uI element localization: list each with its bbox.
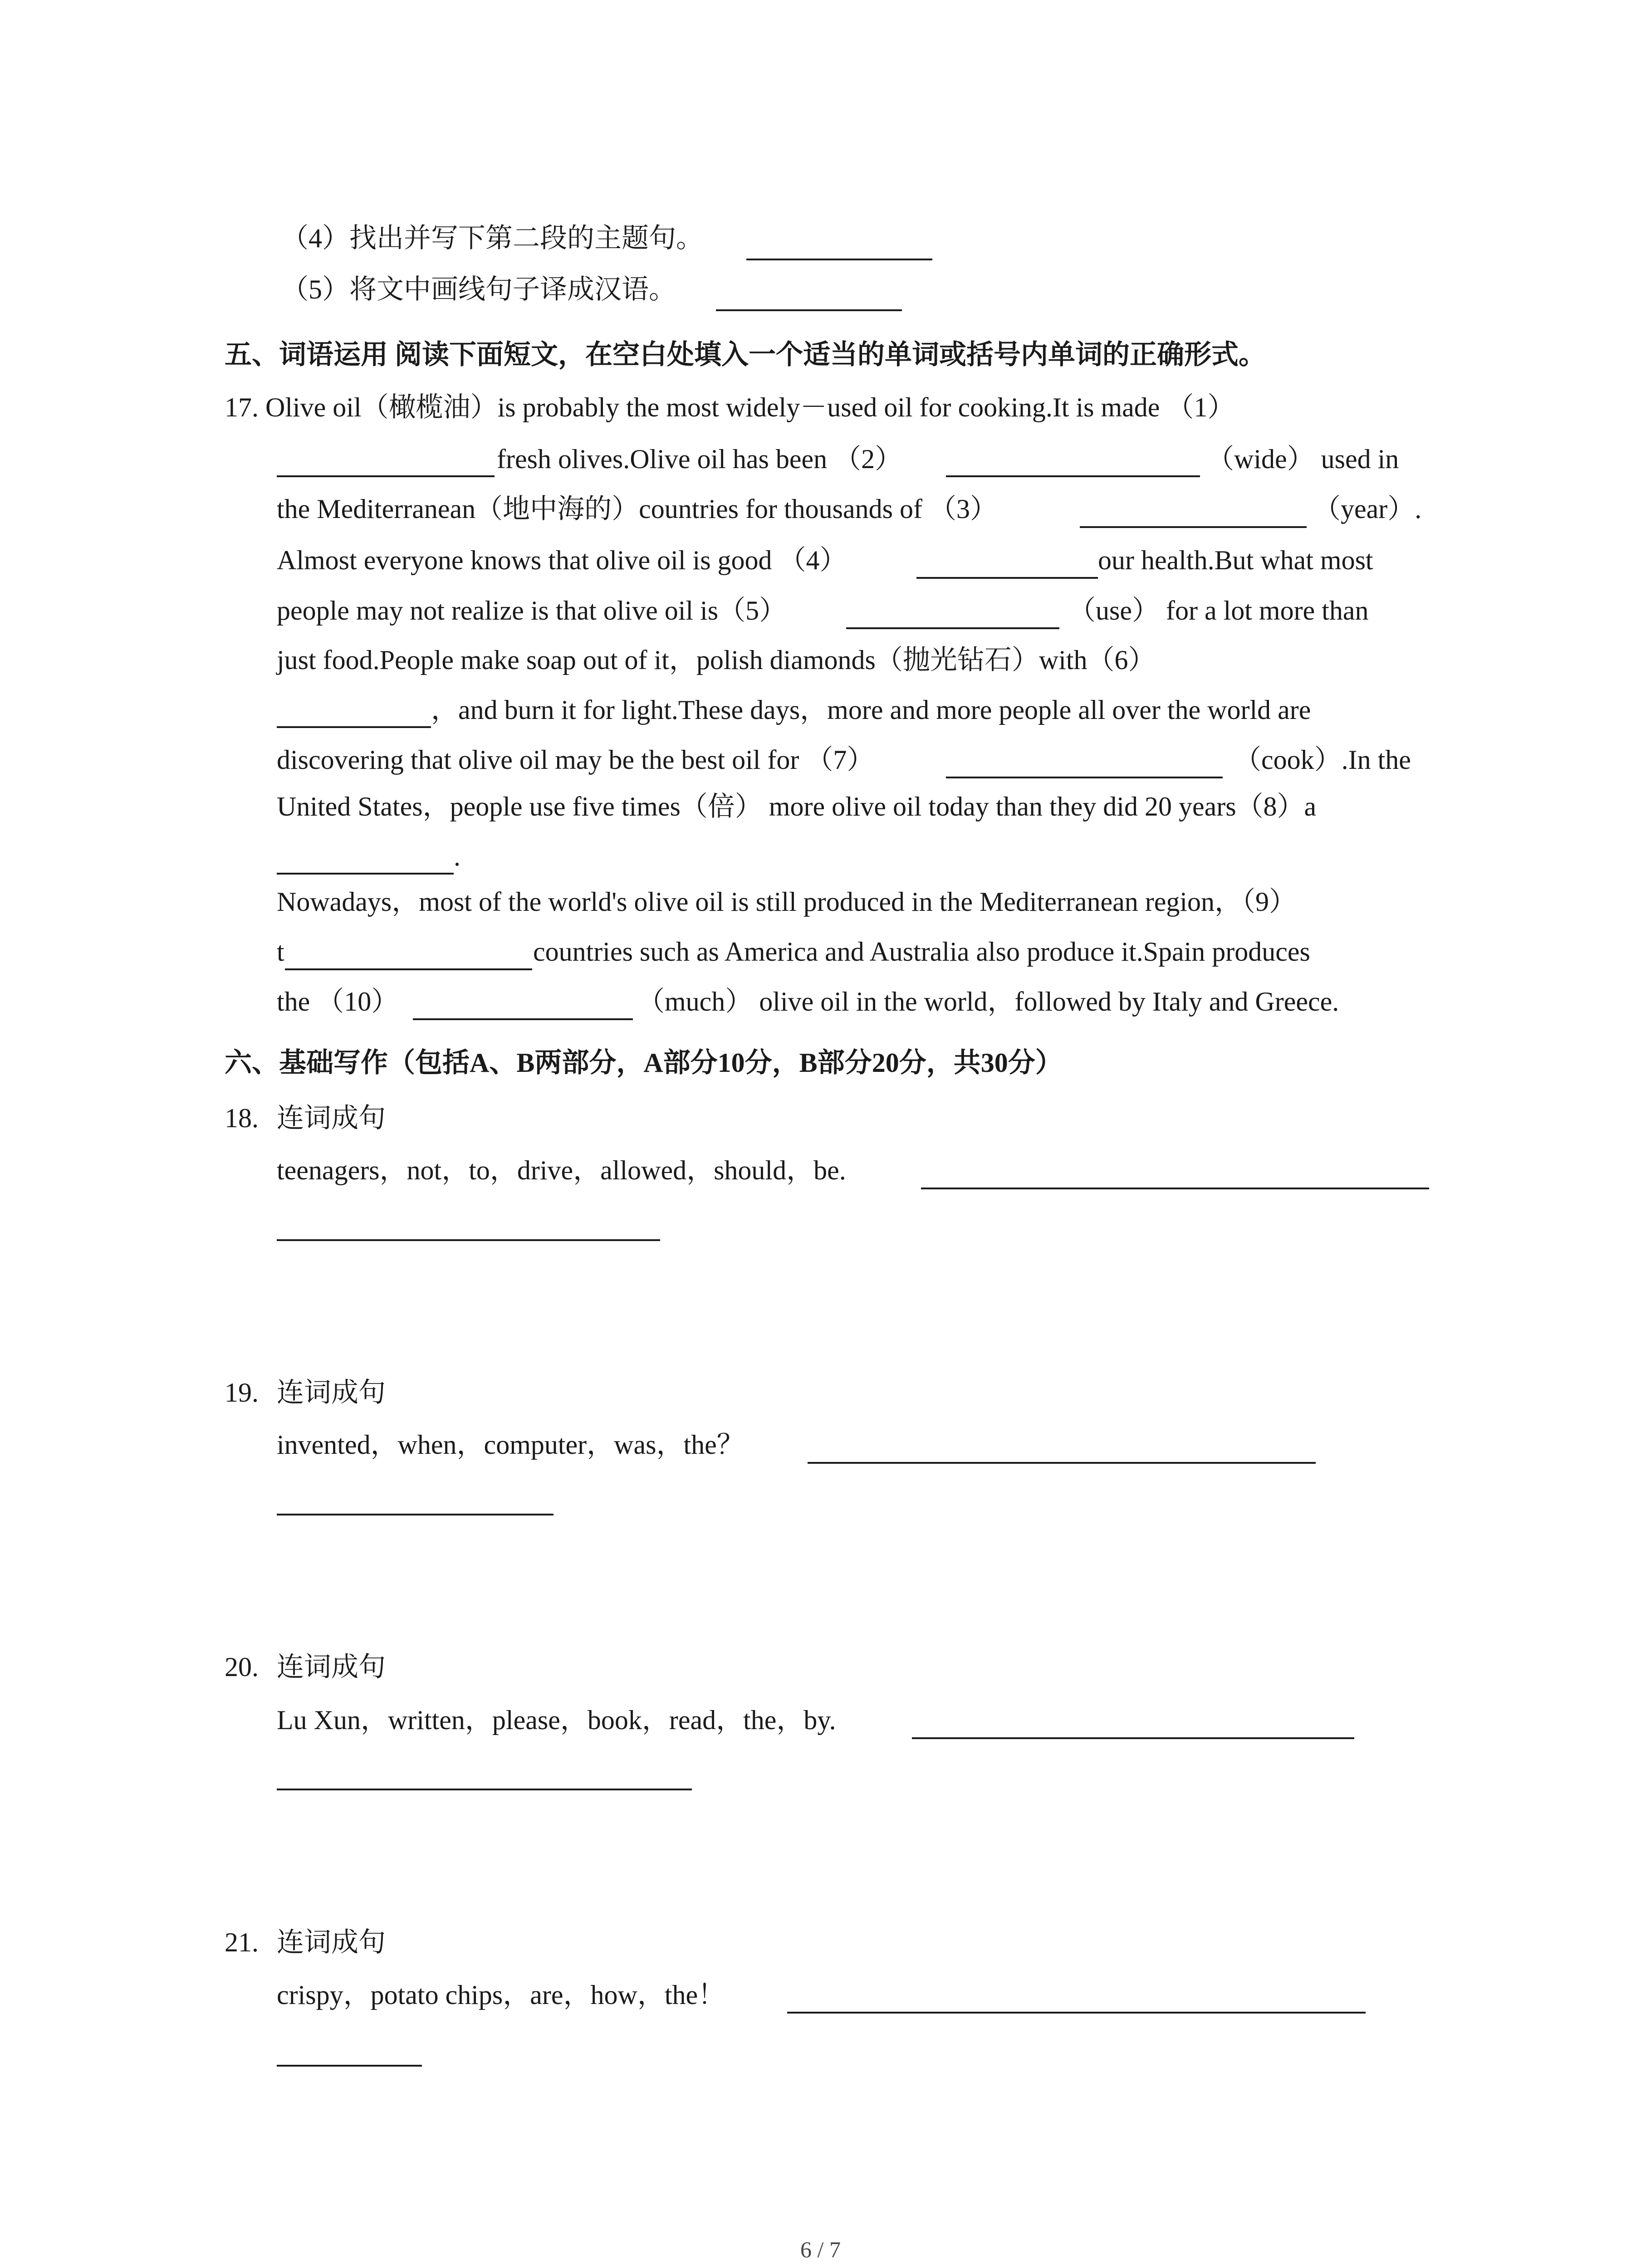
q17-text: people may not realize is that olive oil is（5） [277, 596, 787, 626]
answer-blank-q17-10[interactable] [413, 1018, 633, 1020]
answer-line[interactable] [912, 1737, 1354, 1739]
q17-text: （much） olive oil in the world，followed by Italy and Greece. [637, 987, 1339, 1017]
answer-line[interactable] [277, 2065, 422, 2067]
page-number: 6 / 7 [800, 2237, 841, 2262]
answer-blank-q17-7[interactable] [946, 777, 1223, 778]
q17-text: countries such as America and Australia also produce it.Spain produces [533, 937, 1310, 967]
q17-text: . [454, 841, 460, 871]
q17-text: fresh olives.Olive oil has been （2） [497, 444, 902, 474]
scrambled-words: teenagers，not，to，drive，allowed，should，be. [277, 1155, 846, 1185]
question-title: 连词成句 [277, 1378, 386, 1408]
q16-sub4: （4）找出并写下第二段的主题句。 [281, 223, 703, 253]
question-number: 20. [225, 1652, 259, 1682]
section6-heading: 六、基础写作（包括A、B两部分，A部分10分，B部分20分，共30分） [225, 1048, 1063, 1078]
answer-line[interactable] [277, 1514, 554, 1515]
answer-line[interactable] [808, 1462, 1316, 1464]
answer-line[interactable] [277, 1789, 692, 1790]
q17-text: just food.People make soap out of it，polish diamonds（抛光钻石）with（6） [277, 645, 1156, 675]
q17-text: the Mediterranean（地中海的）countries for thousands of （3） [277, 494, 997, 524]
answer-blank-q17-4[interactable] [916, 577, 1098, 579]
answer-blank-q17-1[interactable] [277, 475, 495, 477]
q17-text: （cook）.In the [1234, 745, 1411, 775]
question-number: 18. [225, 1103, 259, 1133]
q17-line: 17. Olive oil（橄榄油）is probably the most widely－used oil for cooking.It is made （1） [225, 392, 1235, 422]
answer-blank-q17-8[interactable] [277, 873, 454, 875]
q17-text: our health.But what most [1098, 545, 1373, 575]
answer-blank-q17-2[interactable] [946, 475, 1200, 477]
answer-line[interactable] [277, 1239, 660, 1241]
q17-text: （use） for a lot more than [1068, 596, 1369, 626]
answer-blank-q17-9[interactable] [285, 968, 532, 970]
answer-blank-q17-6[interactable] [277, 726, 431, 728]
scrambled-words: Lu Xun，written，please，book，read，the，by. [277, 1705, 836, 1735]
section5-heading: 五、词语运用 阅读下面短文，在空白处填入一个适当的单词或括号内单词的正确形式。 [225, 340, 1266, 370]
answer-blank-q16-4[interactable] [746, 259, 932, 260]
question-title: 连词成句 [277, 1103, 386, 1133]
q17-text: ，and burn it for light.These days，more and more people all over the world are [431, 695, 1311, 725]
question-number: 21. [225, 1927, 259, 1957]
q17-text: discovering that olive oil may be the best oil for （7） [277, 745, 874, 775]
question-title: 连词成句 [277, 1652, 386, 1682]
q17-text: t [277, 937, 284, 967]
q17-text: （wide） used in [1207, 444, 1399, 474]
q16-sub5: （5）将文中画线句子译成汉语。 [281, 274, 676, 304]
q17-text: （year）. [1313, 494, 1422, 524]
answer-line[interactable] [787, 2012, 1366, 2014]
answer-blank-q17-3[interactable] [1080, 526, 1307, 528]
q17-text: the （10） [277, 987, 399, 1017]
question-title: 连词成句 [277, 1927, 386, 1957]
answer-blank-q17-5[interactable] [846, 627, 1059, 629]
answer-blank-q16-5[interactable] [716, 309, 902, 311]
scrambled-words: crispy，potato chips，are，how，the！ [277, 1980, 725, 2010]
q17-text: United States，people use five times（倍） more olive oil today than they did 20 years（8）a [277, 792, 1317, 821]
question-number: 19. [225, 1378, 259, 1408]
q17-text: Almost everyone knows that olive oil is good （4） [277, 545, 847, 575]
answer-line[interactable] [921, 1188, 1429, 1189]
q17-text: Nowadays，most of the world's olive oil is still produced in the Mediterranean region，（9） [277, 887, 1297, 917]
scrambled-words: invented，when，computer，was，the？ [277, 1430, 744, 1460]
